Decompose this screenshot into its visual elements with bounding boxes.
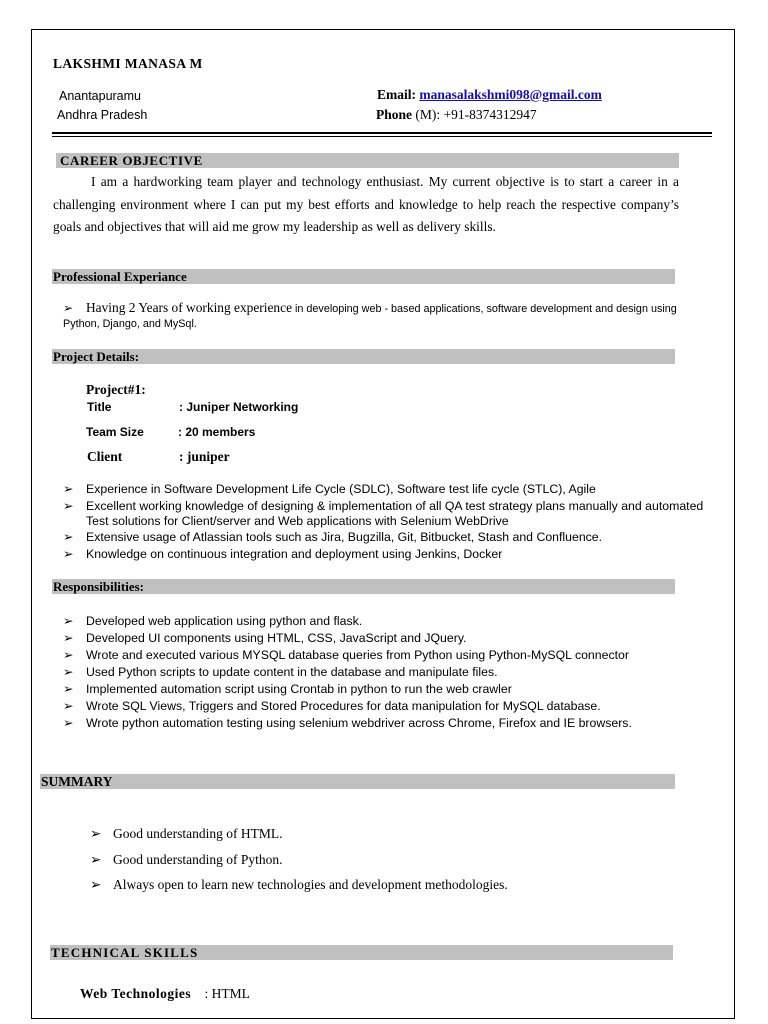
list-item: ➢ Wrote and executed various MYSQL database queries from Python using Python-MySQL connector xyxy=(63,648,629,662)
summary-bullets xyxy=(90,821,690,898)
skill-label: Web Technologies xyxy=(80,986,192,1001)
project-row-label: Team Size xyxy=(86,425,144,439)
technical-skills-heading: TECHNICAL SKILLS xyxy=(51,945,199,960)
professional-experience-heading: Professional Experiance xyxy=(53,269,187,284)
address-city: Anantapuramu xyxy=(59,89,142,103)
career-objective-text xyxy=(53,171,679,239)
project-row-team-size xyxy=(86,425,256,439)
project-row-label: Title xyxy=(87,400,112,414)
responsibilities-bullets xyxy=(63,613,710,732)
list-item: ➢ Excellent working knowledge of designing & implementation of all QA test strategy plans manually and automated Test solutions for Client/server and Web applications with Selenium WebDrive xyxy=(63,499,704,528)
list-item: ➢ Extensive usage of Atlassian tools such as Jira, Bugzilla, Git, Bitbucket, Stash and Confluence. xyxy=(63,530,603,544)
project-details-bar xyxy=(52,349,675,364)
project-row-value: : juniper xyxy=(179,449,230,464)
arrow-bullet-icon: ➢ xyxy=(63,631,74,645)
arrow-bullet-icon: ➢ xyxy=(90,826,102,841)
responsibilities-bar xyxy=(52,579,675,594)
arrow-bullet-icon: ➢ xyxy=(63,648,74,662)
project-row-title xyxy=(87,400,299,414)
list-item: ➢ Developed web application using python and flask. xyxy=(63,614,363,628)
phone-line xyxy=(376,107,537,123)
arrow-bullet-icon: ➢ xyxy=(63,530,74,544)
project-row-value: : Juniper Networking xyxy=(179,400,299,414)
arrow-bullet-icon: ➢ xyxy=(63,482,74,496)
career-objective-body: I am a hardworking team player and technology enthusiast. My current objective is to start a career in a challenging environment where I can put my best efforts and knowledge to help reach the respective company’s goals and objectives that will aid me grow my leadership as well as delivery skills. xyxy=(53,174,679,234)
responsibilities-heading: Responsibilities: xyxy=(53,579,145,594)
list-item: ➢ Always open to learn new technologies and development methodologies. xyxy=(90,872,690,898)
arrow-bullet-icon: ➢ xyxy=(63,682,74,696)
phone-label: Phone xyxy=(376,107,413,122)
arrow-bullet-icon: ➢ xyxy=(63,665,74,679)
project-details-heading: Project Details: xyxy=(53,349,140,364)
summary-heading: SUMMARY xyxy=(41,774,113,789)
list-item: ➢ Developed UI components using HTML, CSS, JavaScript and JQuery. xyxy=(63,631,467,645)
phone-number: (M): +91-8374312947 xyxy=(415,107,537,122)
arrow-bullet-icon: ➢ xyxy=(63,699,74,713)
list-item: ➢ Knowledge on continuous integration and deployment using Jenkins, Docker xyxy=(63,547,503,561)
header-divider-thick xyxy=(52,132,712,134)
project-row-value: : 20 members xyxy=(178,425,256,439)
project-bullets xyxy=(63,481,710,563)
list-item: ➢ Good understanding of HTML. xyxy=(90,821,690,847)
project-heading: Project#1: xyxy=(86,382,146,397)
arrow-bullet-icon: ➢ xyxy=(63,301,74,315)
arrow-bullet-icon: ➢ xyxy=(63,614,74,628)
list-item: ➢ Experience in Software Development Life Cycle (SDLC), Software test life cycle (STLC), Agile xyxy=(63,482,596,496)
candidate-name: LAKSHMI MANASA M xyxy=(53,56,203,71)
arrow-bullet-icon: ➢ xyxy=(63,716,74,730)
arrow-bullet-icon: ➢ xyxy=(90,877,102,892)
career-objective-heading: CAREER OBJECTIVE xyxy=(60,153,203,168)
experience-lead: Having 2 Years of working experience xyxy=(86,300,293,315)
list-item: ➢ Wrote SQL Views, Triggers and Stored Procedures for data manipulation for MySQL database. xyxy=(63,699,601,713)
arrow-bullet-icon: ➢ xyxy=(63,547,74,561)
arrow-bullet-icon: ➢ xyxy=(63,499,74,513)
professional-experience-item xyxy=(63,301,710,331)
experience-rest: in developing web - based applications, software development and design using Python, Django, and MySql. xyxy=(63,303,677,330)
list-item: ➢ Good understanding of Python. xyxy=(90,847,690,873)
project-row-client xyxy=(87,449,230,465)
arrow-bullet-icon: ➢ xyxy=(90,851,102,867)
address-state: Andhra Pradesh xyxy=(57,108,148,122)
header-divider-thin xyxy=(52,136,712,137)
skill-row xyxy=(80,986,250,1002)
skill-value: : HTML xyxy=(204,986,250,1001)
list-item: ➢ Wrote python automation testing using selenium webdriver across Chrome, Firefox and IE browsers. xyxy=(63,716,632,730)
summary-bar xyxy=(40,774,675,789)
email-label: Email: xyxy=(377,87,416,102)
list-item: ➢ Used Python scripts to update content in the database and manipulate files. xyxy=(63,665,498,679)
email-line xyxy=(377,87,602,103)
email-link[interactable]: manasalakshmi098@gmail.com xyxy=(419,87,602,102)
list-item: ➢ Implemented automation script using Crontab in python to run the web crawler xyxy=(63,682,512,696)
project-row-label: Client xyxy=(87,449,123,464)
